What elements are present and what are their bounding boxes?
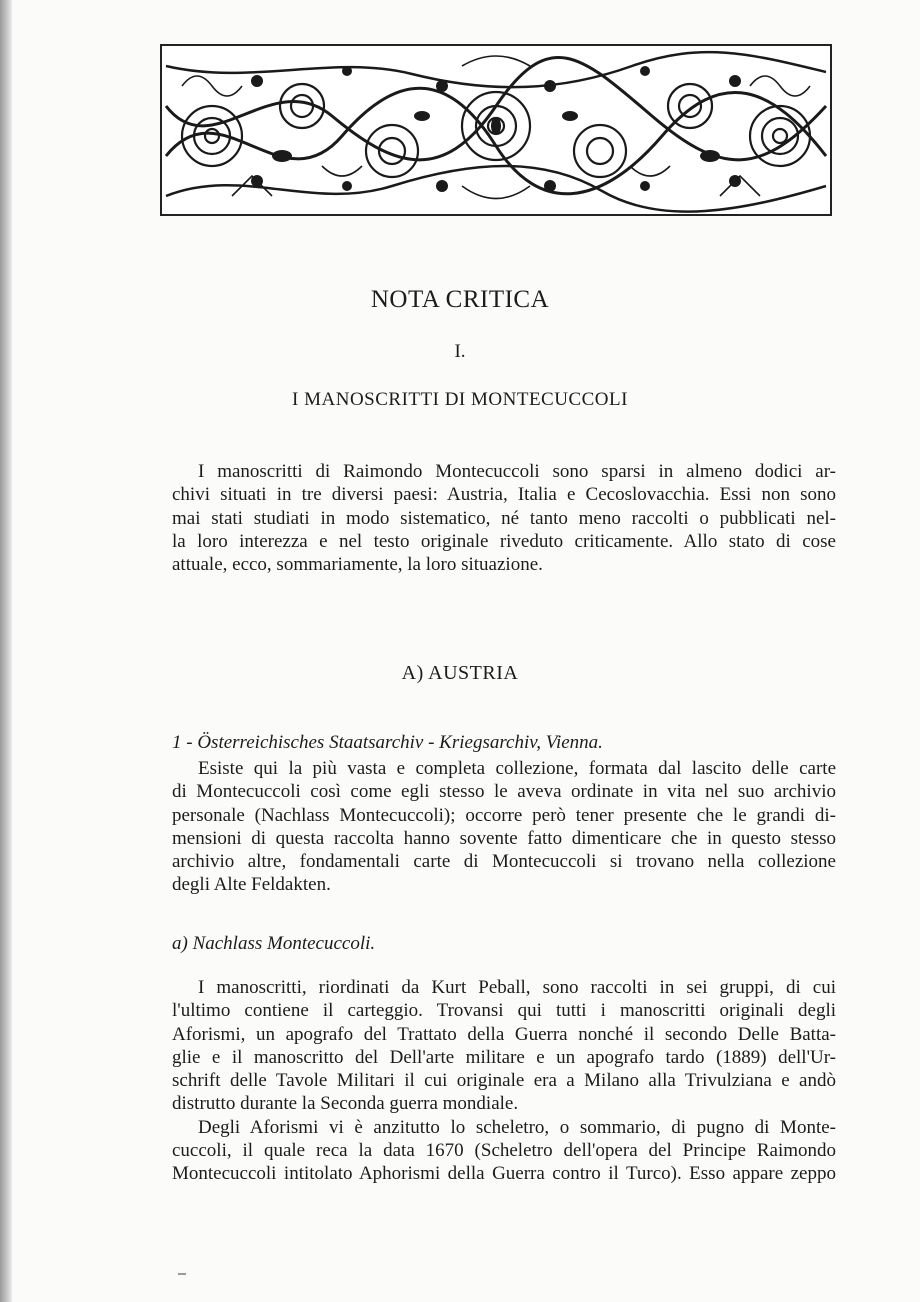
chapter-title: I MANOSCRITTI DI MONTECUCCOLI — [292, 389, 628, 410]
chapter-number: I. — [454, 341, 466, 362]
text-line: I manoscritti di Raimondo Montecuccoli sono sparsi in almeno dodici ar- — [198, 461, 836, 482]
text-line: Esiste qui la più vasta e completa collezione, formata dal lascito delle carte — [198, 758, 836, 779]
text-line: schrift delle Tavole Militari il cui originale era a Milano alla Trivulziana e andò — [172, 1070, 836, 1092]
subsection-heading-kriegsarchiv: 1 - Österreichisches Staatsarchiv - Kriegsarchiv, Vienna. — [172, 732, 603, 753]
text-line: distrutto durante la Seconda guerra mondiale. — [172, 1093, 519, 1115]
text-line: la loro interezza e nel testo originale riveduto criticamente. Allo stato di cose — [172, 530, 836, 552]
text-line: mensioni di questa raccolta hanno sovente fatto dimenticare che in questo stesso — [172, 827, 836, 849]
kriegsarchiv-paragraph — [172, 757, 836, 897]
subsection-heading-nachlass: a) Nachlass Montecuccoli. — [172, 933, 376, 954]
text-line: personale (Nachlass Montecuccoli); occorre però tener presente che le grandi di- — [172, 804, 836, 826]
text-line: attuale, ecco, sommariamente, la loro situazione. — [172, 554, 543, 576]
page-mark — [178, 1273, 186, 1275]
page-title: NOTA CRITICA — [370, 286, 550, 313]
text-line: l'ultimo contiene il carteggio. Trovansi qui tutti i manoscritti originali degli — [172, 1000, 836, 1022]
text-line: cuccoli, il quale reca la data 1670 (Scheletro dell'opera del Principe Raimondo — [172, 1140, 836, 1162]
section-heading: A) AUSTRIA — [401, 662, 519, 684]
decorative-headpiece — [160, 44, 832, 216]
text-line: Degli Aforismi vi è anzitutto lo scheletro, o sommario, di pugno di Monte- — [198, 1116, 836, 1138]
intro-paragraph — [172, 460, 836, 576]
nachlass-paragraph — [172, 976, 836, 1186]
text-line: I manoscritti, riordinati da Kurt Peball, sono raccolti in sei gruppi, di cui — [198, 977, 836, 998]
text-line: Aforismi, un apografo del Trattato della Guerra nonché il secondo Delle Batta- — [172, 1023, 836, 1045]
text-line: glie e il manoscritto del Dell'arte militare e un apografo tardo (1889) dell'Ur- — [172, 1046, 836, 1068]
text-line: degli Alte Feldakten. — [172, 874, 331, 896]
text-line: di Montecuccoli così come egli stesso le aveva ordinate in vita nel suo archivio — [172, 781, 836, 803]
page-edge-shadow — [0, 0, 12, 1302]
text-line: mai stati studiati in modo sistematico, né tanto meno raccolti o pubblicati nel- — [172, 507, 836, 529]
text-line: archivio altre, fondamentali carte di Montecuccoli si trovano nella collezione — [172, 851, 836, 873]
text-line: Montecuccoli intitolato Aphorismi della Guerra contro il Turco). Esso appare zeppo — [172, 1163, 836, 1185]
text-line: chivi situati in tre diversi paesi: Austria, Italia e Cecoslovacchia. Essi non sono — [172, 484, 836, 506]
